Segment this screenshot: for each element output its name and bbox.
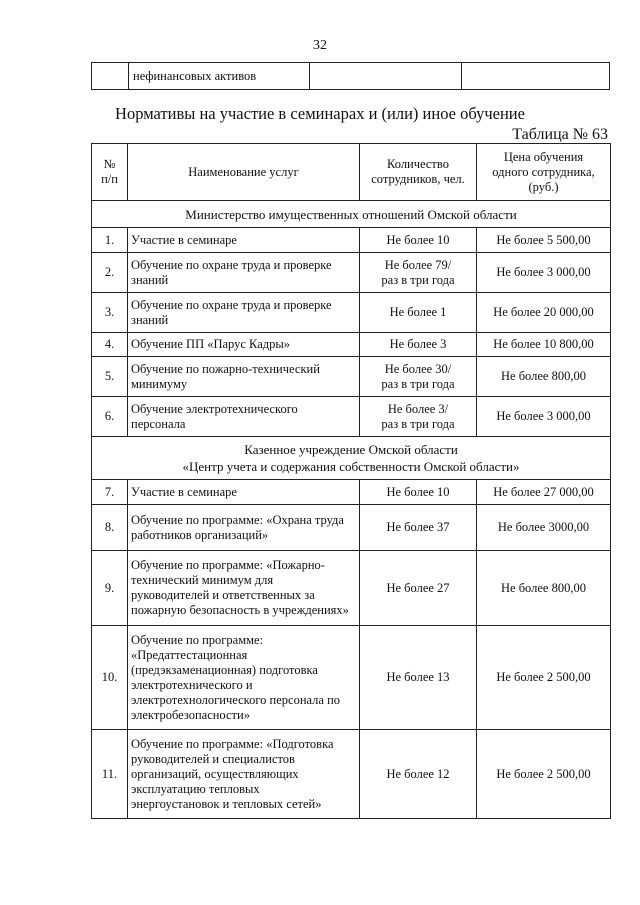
table-row [92, 626, 611, 730]
row-price: Не более 20 000,00 [477, 293, 611, 333]
row-qty: Не более 13 [360, 626, 477, 730]
header-num: № п/п [92, 144, 128, 201]
row-qty: Не более 3 [360, 333, 477, 357]
prev-table-cell-num [92, 63, 129, 90]
row-price: Не более 10 800,00 [477, 333, 611, 357]
prev-table-cell-name: нефинансовых активов [129, 63, 310, 90]
previous-table-fragment [91, 62, 610, 90]
table-row [92, 357, 611, 397]
row-name: Обучение электротехнического персонала [128, 397, 360, 437]
row-num: 9. [92, 551, 128, 626]
row-qty: Не более 3/ раз в три года [360, 397, 477, 437]
row-price: Не более 3 000,00 [477, 397, 611, 437]
table-row [92, 228, 611, 253]
row-name: Обучение ПП «Парус Кадры» [128, 333, 360, 357]
table-row [92, 253, 611, 293]
row-qty: Не более 10 [360, 480, 477, 505]
row-qty: Не более 37 [360, 505, 477, 551]
section-heading: Нормативы на участие в семинарах и (или) иное обучение [115, 104, 525, 123]
header-name: Наименование услуг [128, 144, 360, 201]
row-name: Обучение по охране труда и проверке знаний [128, 253, 360, 293]
row-name: Обучение по программе: «Подготовка руководителей и специалистов организаций, осуществляющих эксплуатацию тепловых энергоустановок и тепловых сетей» [128, 730, 360, 819]
row-qty: Не более 1 [360, 293, 477, 333]
header-price: Цена обучения одного сотрудника, (руб.) [477, 144, 611, 201]
header-qty: Количество сотрудников, чел. [360, 144, 477, 201]
table-row [92, 551, 611, 626]
row-price: Не более 2 500,00 [477, 730, 611, 819]
table-header-row [92, 144, 611, 201]
table-row [92, 505, 611, 551]
table-row [92, 293, 611, 333]
row-qty: Не более 10 [360, 228, 477, 253]
section-title: Казенное учреждение Омской области «Центр учета и содержания собственности Омской области» [92, 437, 611, 480]
row-price: Не более 2 500,00 [477, 626, 611, 730]
row-num: 8. [92, 505, 128, 551]
table-row [92, 730, 611, 819]
row-price: Не более 27 000,00 [477, 480, 611, 505]
row-num: 6. [92, 397, 128, 437]
training-norms-table [91, 143, 611, 819]
prev-table-cell-price [462, 63, 610, 90]
table-row [92, 333, 611, 357]
row-num: 10. [92, 626, 128, 730]
row-num: 4. [92, 333, 128, 357]
row-qty: Не более 12 [360, 730, 477, 819]
row-price: Не более 3000,00 [477, 505, 611, 551]
row-qty: Не более 79/ раз в три года [360, 253, 477, 293]
row-num: 1. [92, 228, 128, 253]
row-num: 5. [92, 357, 128, 397]
row-name: Обучение по программе: «Предаттестационная (предэкзаменационная) подготовка электротехнического и электротехнологического персонала по электробезопасности» [128, 626, 360, 730]
row-name: Участие в семинаре [128, 228, 360, 253]
row-num: 7. [92, 480, 128, 505]
row-price: Не более 800,00 [477, 357, 611, 397]
prev-table-cell-qty [310, 63, 462, 90]
row-name: Обучение по программе: «Пожарно- технический минимум для руководителей и ответственных за пожарную безопасность в учреждениях» [128, 551, 360, 626]
section-row [92, 201, 611, 228]
row-price: Не более 3 000,00 [477, 253, 611, 293]
row-price: Не более 5 500,00 [477, 228, 611, 253]
row-name: Участие в семинаре [128, 480, 360, 505]
row-name: Обучение по охране труда и проверке знаний [128, 293, 360, 333]
table-label: Таблица № 63 [512, 126, 608, 143]
row-num: 2. [92, 253, 128, 293]
row-price: Не более 800,00 [477, 551, 611, 626]
row-name: Обучение по пожарно-технический минимуму [128, 357, 360, 397]
row-qty: Не более 30/ раз в три года [360, 357, 477, 397]
row-num: 3. [92, 293, 128, 333]
page-number: 32 [313, 38, 327, 53]
row-name: Обучение по программе: «Охрана труда работников организаций» [128, 505, 360, 551]
section-row [92, 437, 611, 480]
row-qty: Не более 27 [360, 551, 477, 626]
section-title: Министерство имущественных отношений Омской области [92, 201, 611, 228]
table-row [92, 480, 611, 505]
row-num: 11. [92, 730, 128, 819]
table-row [92, 397, 611, 437]
